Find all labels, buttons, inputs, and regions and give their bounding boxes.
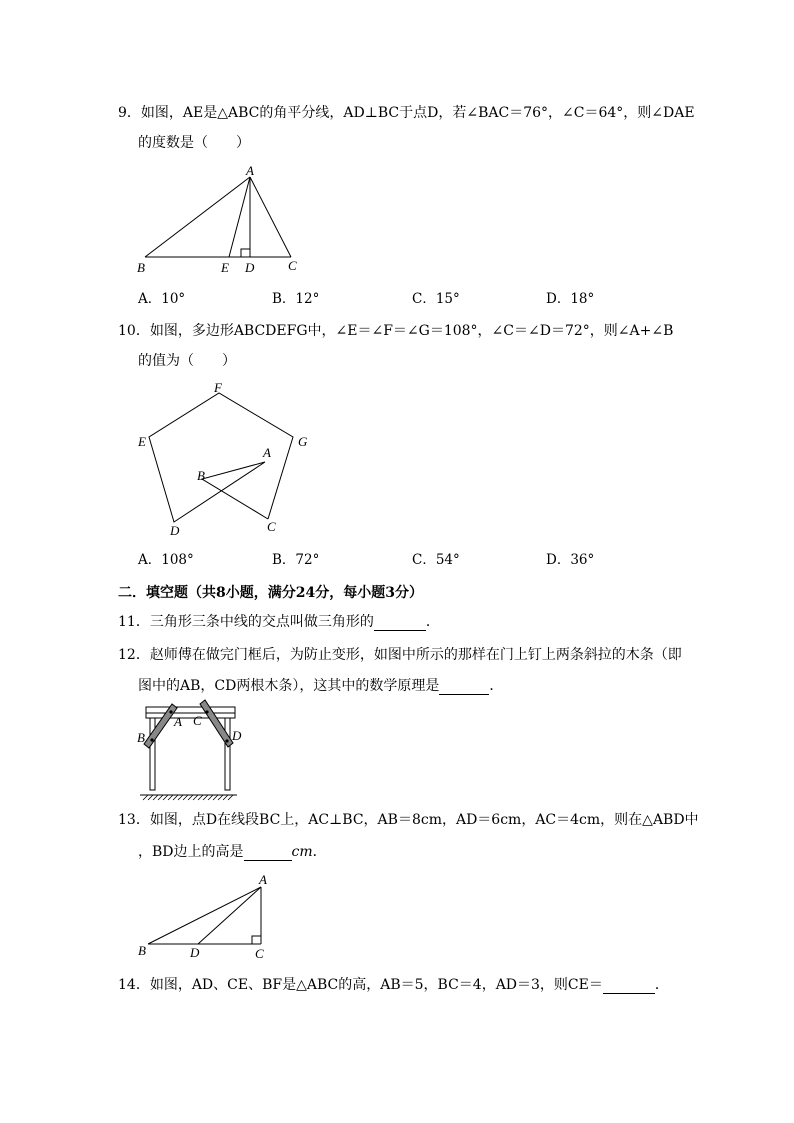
q9-label-b: B [137, 260, 145, 275]
q10-line2: 的值为（ ） [138, 353, 236, 369]
q10-label-g: G [298, 434, 308, 449]
q12-label-b: B [137, 730, 145, 745]
q10-label-c: C [267, 519, 276, 534]
q13-end: ． [312, 844, 327, 860]
q12-label-a: A [174, 714, 182, 729]
q14-question: 14．如图，AD、CE、BF是△ABC的高，AB＝5，BC＝4，AD＝3，则CE＝ [118, 977, 603, 993]
q13-question: ，BD边上的高是 [138, 844, 244, 860]
q9-label-e: E [221, 260, 229, 275]
q9-option-d[interactable]: D．18° [546, 291, 595, 307]
q13-label-a: A [259, 872, 267, 887]
q12-end: ． [489, 678, 504, 694]
q10-option-c[interactable]: C．54° [412, 552, 460, 568]
q14-answer-blank[interactable] [603, 979, 655, 994]
q14-end: ． [654, 977, 669, 993]
q12-label-c: C [193, 713, 202, 728]
q10-label-b: B [197, 468, 205, 483]
q10-option-a[interactable]: A．108° [138, 552, 194, 568]
q9-label-c: C [288, 258, 297, 273]
q12-label-d: D [232, 728, 242, 743]
q13-label-c: C [255, 946, 264, 961]
q12-question: 图中的AB，CD两根木条），这其中的数学原理是 [138, 678, 440, 694]
q13-segment-ad [198, 887, 261, 944]
q9-option-b[interactable]: B．12° [272, 291, 320, 307]
q10-label-a: A [263, 445, 271, 460]
q10-label-f: F [214, 380, 222, 395]
q12-line1: 12．赵师傅在做完门框后，为防止变形，如图中所示的那样在门上钉上两条斜拉的木条（即 [118, 647, 682, 663]
q13-label-d: D [190, 945, 200, 960]
q10-option-d[interactable]: D．36° [546, 552, 595, 568]
q14-text [118, 976, 669, 994]
q9-option-c[interactable]: C．15° [412, 291, 460, 307]
q13-segment-ab [148, 887, 261, 944]
q9-label-a: A [246, 163, 254, 178]
q11-question: 11．三角形三条中线的交点叫做三角形的 [118, 614, 374, 630]
q10-label-d: D [170, 523, 180, 538]
q13-line1: 13．如图，点D在线段BC上，AC⊥BC，AB＝8cm，AD＝6cm，AC＝4cm，则在△ABD中 [118, 812, 699, 828]
q9-option-a[interactable]: A．10° [138, 291, 186, 307]
q10-label-e: E [138, 434, 146, 449]
q11-end: ． [425, 614, 440, 630]
q9-label-d: D [245, 260, 255, 275]
q9-line2: 的度数是（ ） [138, 135, 250, 151]
q13-right-angle-mark [252, 936, 261, 944]
q9-line1: 9．如图，AE是△ABC的角平分线，AD⊥BC于点D，若∠BAC＝76°，∠C＝64°，则∠DAE [118, 105, 695, 121]
section-title: 二．填空题（共8小题，满分24分，每小题3分） [118, 585, 423, 601]
q13-label-b: B [138, 943, 146, 958]
q10-option-b[interactable]: B．72° [272, 552, 320, 568]
q10-line1: 10．如图，多边形ABCDEFG中，∠E＝∠F＝∠G＝108°，∠C＝∠D＝72°，则∠A+∠B [118, 323, 674, 339]
q13-unit: cm [291, 844, 313, 860]
